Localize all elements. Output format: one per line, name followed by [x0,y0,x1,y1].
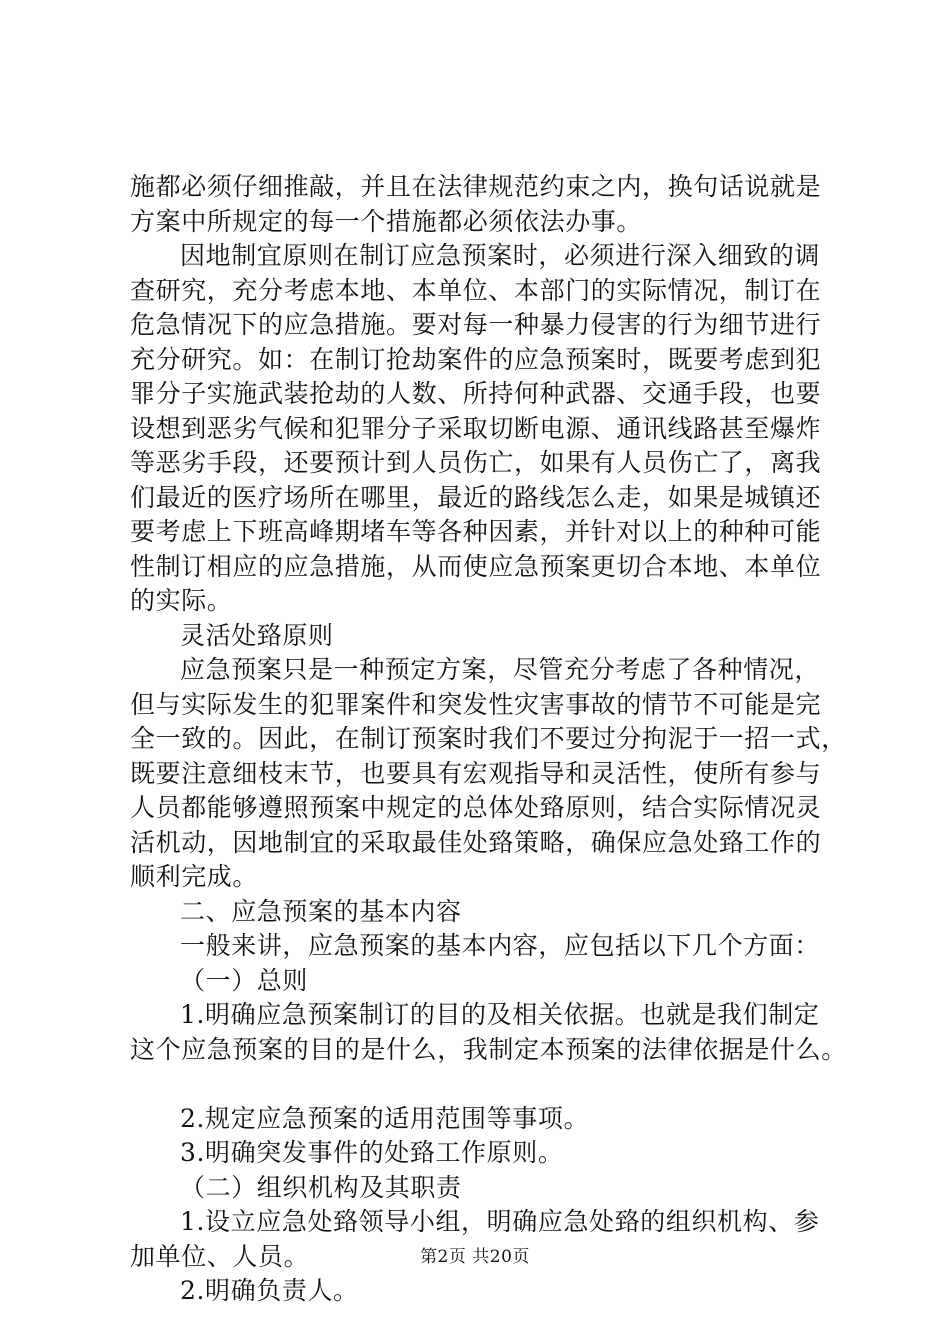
paragraph-start: 因地制宜原则在制订应急预案时，必须进行深入细致的调 [180,241,821,270]
list-item: 1.明确应急预案制订的目的及相关依据。也就是我们制定 [180,1000,820,1029]
text-line: 们最近的医疗场所在哪里，最近的路线怎么走，如果是城镇还 [130,482,822,512]
text-line: 性制订相应的应急措施，从而使应急预案更切合本地、本单位 [130,551,822,581]
text-line: 设想到恶劣气候和犯罪分子采取切断电源、通讯线路甚至爆炸 [130,413,822,443]
paragraph-start: 一般来讲，应急预案的基本内容，应包括以下几个方面： [180,931,821,960]
text-line: 危急情况下的应急措施。要对每一种暴力侵害的行为细节进行 [130,310,822,339]
paragraph-gap [130,1067,840,1102]
text-line: 方案中所规定的每一个措施都必须依法办事。 [130,206,643,236]
subsection-heading: （二）组织机构及其职责 [180,1172,462,1202]
text-line: 活机动，因地制宜的采取最佳处臵策略，确保应急处臵工作的 [130,827,822,857]
body-text [130,170,847,1309]
section-heading: 二、应急预案的基本内容 [180,896,462,926]
list-item: 1.设立应急处臵领导小组，明确应急处臵的组织机构、参 [180,1207,820,1236]
text-line: 全一致的。因此，在制订预案时我们不要过分拘泥于一招一式， [130,724,847,753]
text-line: 要考虑上下班高峰期堵车等各种因素，并针对以上的种种可能 [130,517,822,546]
text-line: 既要注意细枝末节，也要具有宏观指导和灵活性，使所有参与 [130,758,822,788]
list-item: 3.明确突发事件的处臵工作原则。 [180,1138,564,1167]
text-line: 罪分子实施武装抢劫的人数、所持何种武器、交通手段，也要 [130,379,822,408]
list-item: 2.明确负责人。 [180,1276,359,1305]
text-line: 人员都能够遵照预案中规定的总体处臵原则，结合实际情况灵 [130,793,822,822]
text-line: 查研究，充分考虑本地、本单位、本部门的实际情况，制订在 [130,275,822,305]
text-line: 等恶劣手段，还要预计到人员伤亡，如果有人员伤亡了，离我 [130,448,822,477]
page-footer [0,1242,950,1267]
list-item: 2.规定应急预案的适用范围等事项。 [180,1103,590,1133]
text-line: 这个应急预案的目的是什么，我制定本预案的法律依据是什么。 [130,1034,847,1064]
paragraph-start: 应急预案只是一种预定方案，尽管充分考虑了各种情况， [180,655,821,684]
page-number: 第2页 共20页 [420,1247,530,1267]
text-line: 的实际。 [130,586,233,615]
subsection-heading: （一）总则 [180,965,309,995]
text-line: 但与实际发生的犯罪案件和突发性灾害事故的情节不可能是完 [130,689,822,719]
text-line: 顺利完成。 [130,862,259,891]
text-line: 加单位、人员。 [130,1241,310,1271]
section-heading: 灵活处臵原则 [180,620,334,650]
text-line: 施都必须仔细推敲，并且在法律规范约束之内，换句话说就是 [130,172,822,201]
text-line: 充分研究。如：在制订抢劫案件的应急预案时，既要考虑到犯 [130,344,822,374]
